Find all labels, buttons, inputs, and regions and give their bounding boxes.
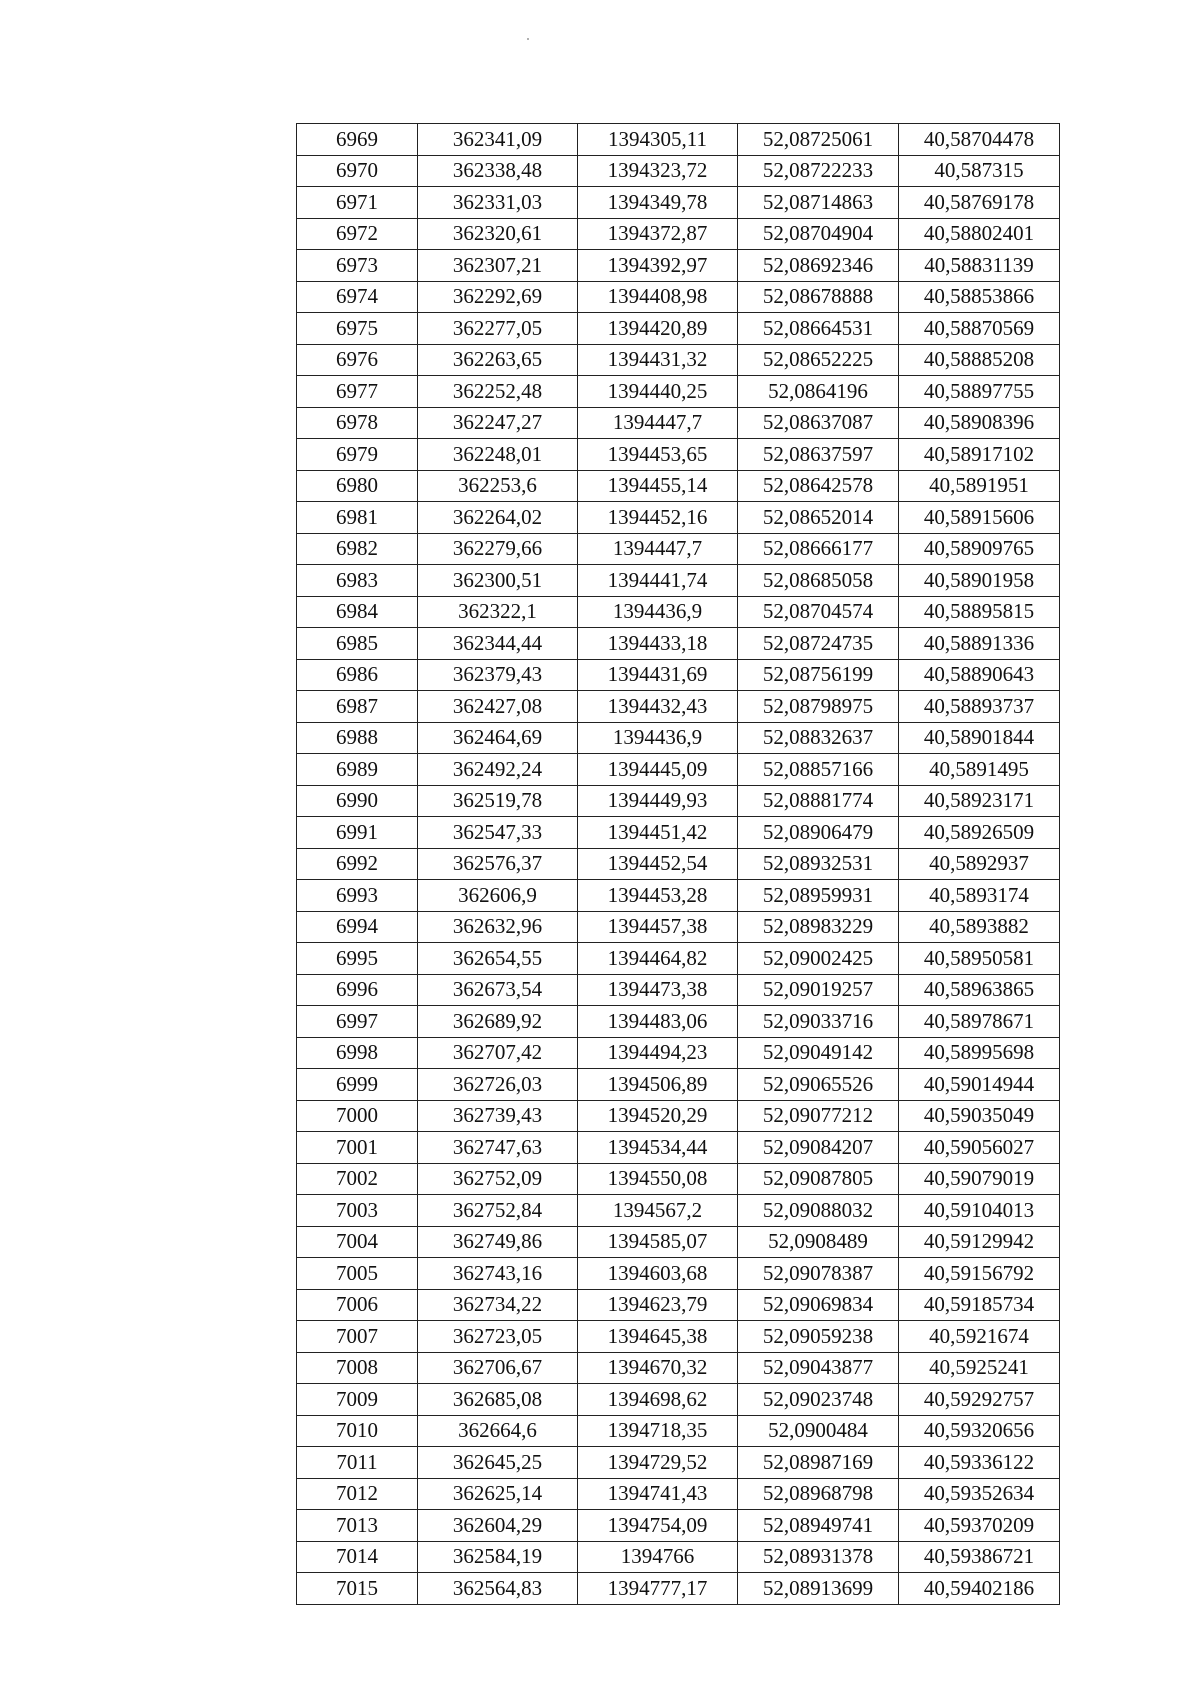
x-coordinate-cell: 362739,43 xyxy=(418,1100,578,1132)
table-row xyxy=(297,1415,1060,1447)
point-number-cell: 6981 xyxy=(297,502,418,534)
latitude-cell: 52,08704904 xyxy=(738,218,899,250)
table-row xyxy=(297,407,1060,439)
point-number-cell: 6985 xyxy=(297,628,418,660)
point-number-cell: 6988 xyxy=(297,722,418,754)
point-number-cell: 6984 xyxy=(297,596,418,628)
longitude-cell: 40,58897755 xyxy=(899,376,1060,408)
y-coordinate-cell: 1394623,79 xyxy=(578,1289,738,1321)
longitude-cell: 40,5925241 xyxy=(899,1352,1060,1384)
table-row xyxy=(297,344,1060,376)
latitude-cell: 52,08983229 xyxy=(738,911,899,943)
point-number-cell: 6971 xyxy=(297,187,418,219)
longitude-cell: 40,59292757 xyxy=(899,1384,1060,1416)
point-number-cell: 6991 xyxy=(297,817,418,849)
point-number-cell: 6994 xyxy=(297,911,418,943)
latitude-cell: 52,09087805 xyxy=(738,1163,899,1195)
y-coordinate-cell: 1394698,62 xyxy=(578,1384,738,1416)
latitude-cell: 52,08959931 xyxy=(738,880,899,912)
latitude-cell: 52,08678888 xyxy=(738,281,899,313)
longitude-cell: 40,59035049 xyxy=(899,1100,1060,1132)
y-coordinate-cell: 1394433,18 xyxy=(578,628,738,660)
table-row xyxy=(297,1226,1060,1258)
table-row xyxy=(297,376,1060,408)
longitude-cell: 40,587315 xyxy=(899,155,1060,187)
longitude-cell: 40,58704478 xyxy=(899,124,1060,156)
x-coordinate-cell: 362604,29 xyxy=(418,1510,578,1542)
point-number-cell: 6982 xyxy=(297,533,418,565)
point-number-cell: 6998 xyxy=(297,1037,418,1069)
y-coordinate-cell: 1394506,89 xyxy=(578,1069,738,1101)
y-coordinate-cell: 1394451,42 xyxy=(578,817,738,849)
x-coordinate-cell: 362547,33 xyxy=(418,817,578,849)
x-coordinate-cell: 362320,61 xyxy=(418,218,578,250)
y-coordinate-cell: 1394464,82 xyxy=(578,943,738,975)
table-row xyxy=(297,1510,1060,1542)
y-coordinate-cell: 1394585,07 xyxy=(578,1226,738,1258)
y-coordinate-cell: 1394323,72 xyxy=(578,155,738,187)
latitude-cell: 52,08798975 xyxy=(738,691,899,723)
latitude-cell: 52,09049142 xyxy=(738,1037,899,1069)
latitude-cell: 52,09084207 xyxy=(738,1132,899,1164)
longitude-cell: 40,58893737 xyxy=(899,691,1060,723)
x-coordinate-cell: 362464,69 xyxy=(418,722,578,754)
latitude-cell: 52,08725061 xyxy=(738,124,899,156)
latitude-cell: 52,09069834 xyxy=(738,1289,899,1321)
longitude-cell: 40,5892937 xyxy=(899,848,1060,880)
point-number-cell: 6979 xyxy=(297,439,418,471)
table-row xyxy=(297,1447,1060,1479)
y-coordinate-cell: 1394718,35 xyxy=(578,1415,738,1447)
longitude-cell: 40,59129942 xyxy=(899,1226,1060,1258)
x-coordinate-cell: 362564,83 xyxy=(418,1573,578,1605)
point-number-cell: 6999 xyxy=(297,1069,418,1101)
x-coordinate-cell: 362331,03 xyxy=(418,187,578,219)
x-coordinate-cell: 362685,08 xyxy=(418,1384,578,1416)
table-row xyxy=(297,1573,1060,1605)
table-row xyxy=(297,722,1060,754)
latitude-cell: 52,09078387 xyxy=(738,1258,899,1290)
y-coordinate-cell: 1394432,43 xyxy=(578,691,738,723)
table-row xyxy=(297,943,1060,975)
longitude-cell: 40,59014944 xyxy=(899,1069,1060,1101)
latitude-cell: 52,08968798 xyxy=(738,1478,899,1510)
longitude-cell: 40,58870569 xyxy=(899,313,1060,345)
point-number-cell: 7015 xyxy=(297,1573,418,1605)
point-number-cell: 7013 xyxy=(297,1510,418,1542)
x-coordinate-cell: 362338,48 xyxy=(418,155,578,187)
coordinates-table-body xyxy=(297,124,1060,1605)
table-row xyxy=(297,1100,1060,1132)
latitude-cell: 52,08913699 xyxy=(738,1573,899,1605)
longitude-cell: 40,58917102 xyxy=(899,439,1060,471)
latitude-cell: 52,08724735 xyxy=(738,628,899,660)
longitude-cell: 40,58915606 xyxy=(899,502,1060,534)
longitude-cell: 40,58923171 xyxy=(899,785,1060,817)
x-coordinate-cell: 362253,6 xyxy=(418,470,578,502)
x-coordinate-cell: 362263,65 xyxy=(418,344,578,376)
y-coordinate-cell: 1394447,7 xyxy=(578,407,738,439)
table-row xyxy=(297,1069,1060,1101)
point-number-cell: 7007 xyxy=(297,1321,418,1353)
y-coordinate-cell: 1394452,54 xyxy=(578,848,738,880)
table-row xyxy=(297,848,1060,880)
x-coordinate-cell: 362664,6 xyxy=(418,1415,578,1447)
latitude-cell: 52,09065526 xyxy=(738,1069,899,1101)
latitude-cell: 52,08652014 xyxy=(738,502,899,534)
x-coordinate-cell: 362747,63 xyxy=(418,1132,578,1164)
x-coordinate-cell: 362519,78 xyxy=(418,785,578,817)
table-row xyxy=(297,250,1060,282)
point-number-cell: 6993 xyxy=(297,880,418,912)
table-row xyxy=(297,155,1060,187)
x-coordinate-cell: 362584,19 xyxy=(418,1541,578,1573)
x-coordinate-cell: 362654,55 xyxy=(418,943,578,975)
longitude-cell: 40,59402186 xyxy=(899,1573,1060,1605)
y-coordinate-cell: 1394436,9 xyxy=(578,596,738,628)
y-coordinate-cell: 1394372,87 xyxy=(578,218,738,250)
latitude-cell: 52,08642578 xyxy=(738,470,899,502)
x-coordinate-cell: 362749,86 xyxy=(418,1226,578,1258)
latitude-cell: 52,08652225 xyxy=(738,344,899,376)
x-coordinate-cell: 362723,05 xyxy=(418,1321,578,1353)
x-coordinate-cell: 362707,42 xyxy=(418,1037,578,1069)
longitude-cell: 40,58891336 xyxy=(899,628,1060,660)
y-coordinate-cell: 1394436,9 xyxy=(578,722,738,754)
x-coordinate-cell: 362279,66 xyxy=(418,533,578,565)
point-number-cell: 6980 xyxy=(297,470,418,502)
table-row xyxy=(297,596,1060,628)
longitude-cell: 40,58853866 xyxy=(899,281,1060,313)
y-coordinate-cell: 1394603,68 xyxy=(578,1258,738,1290)
table-row xyxy=(297,659,1060,691)
latitude-cell: 52,08722233 xyxy=(738,155,899,187)
latitude-cell: 52,08714863 xyxy=(738,187,899,219)
x-coordinate-cell: 362673,54 xyxy=(418,974,578,1006)
x-coordinate-cell: 362689,92 xyxy=(418,1006,578,1038)
latitude-cell: 52,09023748 xyxy=(738,1384,899,1416)
point-number-cell: 6986 xyxy=(297,659,418,691)
latitude-cell: 52,0864196 xyxy=(738,376,899,408)
longitude-cell: 40,58950581 xyxy=(899,943,1060,975)
latitude-cell: 52,08692346 xyxy=(738,250,899,282)
point-number-cell: 6997 xyxy=(297,1006,418,1038)
y-coordinate-cell: 1394452,16 xyxy=(578,502,738,534)
y-coordinate-cell: 1394408,98 xyxy=(578,281,738,313)
y-coordinate-cell: 1394449,93 xyxy=(578,785,738,817)
longitude-cell: 40,5893882 xyxy=(899,911,1060,943)
point-number-cell: 6995 xyxy=(297,943,418,975)
table-row xyxy=(297,1321,1060,1353)
point-number-cell: 6977 xyxy=(297,376,418,408)
latitude-cell: 52,08756199 xyxy=(738,659,899,691)
table-row xyxy=(297,911,1060,943)
longitude-cell: 40,58995698 xyxy=(899,1037,1060,1069)
x-coordinate-cell: 362322,1 xyxy=(418,596,578,628)
table-row xyxy=(297,1195,1060,1227)
longitude-cell: 40,58895815 xyxy=(899,596,1060,628)
y-coordinate-cell: 1394777,17 xyxy=(578,1573,738,1605)
table-row xyxy=(297,281,1060,313)
x-coordinate-cell: 362752,84 xyxy=(418,1195,578,1227)
x-coordinate-cell: 362292,69 xyxy=(418,281,578,313)
x-coordinate-cell: 362427,08 xyxy=(418,691,578,723)
point-number-cell: 7006 xyxy=(297,1289,418,1321)
point-number-cell: 6990 xyxy=(297,785,418,817)
x-coordinate-cell: 362248,01 xyxy=(418,439,578,471)
point-number-cell: 6976 xyxy=(297,344,418,376)
scan-speck xyxy=(527,38,529,40)
longitude-cell: 40,59352634 xyxy=(899,1478,1060,1510)
y-coordinate-cell: 1394445,09 xyxy=(578,754,738,786)
point-number-cell: 6992 xyxy=(297,848,418,880)
y-coordinate-cell: 1394741,43 xyxy=(578,1478,738,1510)
table-row xyxy=(297,470,1060,502)
latitude-cell: 52,08832637 xyxy=(738,722,899,754)
y-coordinate-cell: 1394729,52 xyxy=(578,1447,738,1479)
longitude-cell: 40,58769178 xyxy=(899,187,1060,219)
table-row xyxy=(297,124,1060,156)
coordinates-table xyxy=(296,123,1060,1605)
y-coordinate-cell: 1394392,97 xyxy=(578,250,738,282)
table-row xyxy=(297,754,1060,786)
longitude-cell: 40,59156792 xyxy=(899,1258,1060,1290)
latitude-cell: 52,08637087 xyxy=(738,407,899,439)
y-coordinate-cell: 1394455,14 xyxy=(578,470,738,502)
point-number-cell: 6996 xyxy=(297,974,418,1006)
latitude-cell: 52,0908489 xyxy=(738,1226,899,1258)
longitude-cell: 40,58901844 xyxy=(899,722,1060,754)
longitude-cell: 40,58901958 xyxy=(899,565,1060,597)
x-coordinate-cell: 362277,05 xyxy=(418,313,578,345)
x-coordinate-cell: 362492,24 xyxy=(418,754,578,786)
longitude-cell: 40,58978671 xyxy=(899,1006,1060,1038)
point-number-cell: 6983 xyxy=(297,565,418,597)
point-number-cell: 7001 xyxy=(297,1132,418,1164)
y-coordinate-cell: 1394534,44 xyxy=(578,1132,738,1164)
y-coordinate-cell: 1394420,89 xyxy=(578,313,738,345)
longitude-cell: 40,5891495 xyxy=(899,754,1060,786)
latitude-cell: 52,08931378 xyxy=(738,1541,899,1573)
point-number-cell: 6973 xyxy=(297,250,418,282)
y-coordinate-cell: 1394520,29 xyxy=(578,1100,738,1132)
point-number-cell: 6975 xyxy=(297,313,418,345)
x-coordinate-cell: 362734,22 xyxy=(418,1289,578,1321)
x-coordinate-cell: 362645,25 xyxy=(418,1447,578,1479)
y-coordinate-cell: 1394483,06 xyxy=(578,1006,738,1038)
table-row xyxy=(297,1541,1060,1573)
x-coordinate-cell: 362247,27 xyxy=(418,407,578,439)
longitude-cell: 40,59185734 xyxy=(899,1289,1060,1321)
longitude-cell: 40,58802401 xyxy=(899,218,1060,250)
table-row xyxy=(297,691,1060,723)
x-coordinate-cell: 362576,37 xyxy=(418,848,578,880)
table-row xyxy=(297,880,1060,912)
y-coordinate-cell: 1394766 xyxy=(578,1541,738,1573)
longitude-cell: 40,59386721 xyxy=(899,1541,1060,1573)
y-coordinate-cell: 1394453,65 xyxy=(578,439,738,471)
y-coordinate-cell: 1394431,69 xyxy=(578,659,738,691)
point-number-cell: 6969 xyxy=(297,124,418,156)
x-coordinate-cell: 362341,09 xyxy=(418,124,578,156)
table-row xyxy=(297,439,1060,471)
latitude-cell: 52,08987169 xyxy=(738,1447,899,1479)
latitude-cell: 52,08704574 xyxy=(738,596,899,628)
x-coordinate-cell: 362606,9 xyxy=(418,880,578,912)
x-coordinate-cell: 362743,16 xyxy=(418,1258,578,1290)
y-coordinate-cell: 1394447,7 xyxy=(578,533,738,565)
longitude-cell: 40,59079019 xyxy=(899,1163,1060,1195)
table-row xyxy=(297,1037,1060,1069)
longitude-cell: 40,59370209 xyxy=(899,1510,1060,1542)
latitude-cell: 52,08857166 xyxy=(738,754,899,786)
point-number-cell: 6987 xyxy=(297,691,418,723)
point-number-cell: 6972 xyxy=(297,218,418,250)
longitude-cell: 40,58890643 xyxy=(899,659,1060,691)
table-row xyxy=(297,628,1060,660)
longitude-cell: 40,58831139 xyxy=(899,250,1060,282)
table-row xyxy=(297,1384,1060,1416)
y-coordinate-cell: 1394457,38 xyxy=(578,911,738,943)
point-number-cell: 6970 xyxy=(297,155,418,187)
point-number-cell: 7008 xyxy=(297,1352,418,1384)
y-coordinate-cell: 1394473,38 xyxy=(578,974,738,1006)
x-coordinate-cell: 362252,48 xyxy=(418,376,578,408)
table-row xyxy=(297,1258,1060,1290)
table-row xyxy=(297,1478,1060,1510)
point-number-cell: 7005 xyxy=(297,1258,418,1290)
latitude-cell: 52,08685058 xyxy=(738,565,899,597)
latitude-cell: 52,09088032 xyxy=(738,1195,899,1227)
table-row xyxy=(297,313,1060,345)
point-number-cell: 7012 xyxy=(297,1478,418,1510)
table-row xyxy=(297,1132,1060,1164)
latitude-cell: 52,08949741 xyxy=(738,1510,899,1542)
latitude-cell: 52,0900484 xyxy=(738,1415,899,1447)
latitude-cell: 52,08906479 xyxy=(738,817,899,849)
latitude-cell: 52,09043877 xyxy=(738,1352,899,1384)
x-coordinate-cell: 362706,67 xyxy=(418,1352,578,1384)
latitude-cell: 52,09059238 xyxy=(738,1321,899,1353)
longitude-cell: 40,5921674 xyxy=(899,1321,1060,1353)
point-number-cell: 7009 xyxy=(297,1384,418,1416)
x-coordinate-cell: 362726,03 xyxy=(418,1069,578,1101)
x-coordinate-cell: 362625,14 xyxy=(418,1478,578,1510)
latitude-cell: 52,08881774 xyxy=(738,785,899,817)
table-row xyxy=(297,817,1060,849)
y-coordinate-cell: 1394349,78 xyxy=(578,187,738,219)
x-coordinate-cell: 362379,43 xyxy=(418,659,578,691)
y-coordinate-cell: 1394567,2 xyxy=(578,1195,738,1227)
latitude-cell: 52,08664531 xyxy=(738,313,899,345)
point-number-cell: 6989 xyxy=(297,754,418,786)
x-coordinate-cell: 362632,96 xyxy=(418,911,578,943)
point-number-cell: 7002 xyxy=(297,1163,418,1195)
y-coordinate-cell: 1394431,32 xyxy=(578,344,738,376)
longitude-cell: 40,59320656 xyxy=(899,1415,1060,1447)
table-row xyxy=(297,1163,1060,1195)
longitude-cell: 40,5893174 xyxy=(899,880,1060,912)
point-number-cell: 7000 xyxy=(297,1100,418,1132)
y-coordinate-cell: 1394670,32 xyxy=(578,1352,738,1384)
table-row xyxy=(297,533,1060,565)
longitude-cell: 40,59056027 xyxy=(899,1132,1060,1164)
table-row xyxy=(297,974,1060,1006)
point-number-cell: 6978 xyxy=(297,407,418,439)
longitude-cell: 40,58885208 xyxy=(899,344,1060,376)
table-row xyxy=(297,1352,1060,1384)
longitude-cell: 40,59336122 xyxy=(899,1447,1060,1479)
table-row xyxy=(297,187,1060,219)
latitude-cell: 52,09033716 xyxy=(738,1006,899,1038)
point-number-cell: 7011 xyxy=(297,1447,418,1479)
y-coordinate-cell: 1394494,23 xyxy=(578,1037,738,1069)
point-number-cell: 7003 xyxy=(297,1195,418,1227)
point-number-cell: 6974 xyxy=(297,281,418,313)
point-number-cell: 7014 xyxy=(297,1541,418,1573)
y-coordinate-cell: 1394441,74 xyxy=(578,565,738,597)
table-row xyxy=(297,785,1060,817)
longitude-cell: 40,58908396 xyxy=(899,407,1060,439)
y-coordinate-cell: 1394453,28 xyxy=(578,880,738,912)
latitude-cell: 52,09002425 xyxy=(738,943,899,975)
table-row xyxy=(297,218,1060,250)
longitude-cell: 40,58926509 xyxy=(899,817,1060,849)
x-coordinate-cell: 362307,21 xyxy=(418,250,578,282)
table-row xyxy=(297,1289,1060,1321)
longitude-cell: 40,58909765 xyxy=(899,533,1060,565)
latitude-cell: 52,09077212 xyxy=(738,1100,899,1132)
x-coordinate-cell: 362264,02 xyxy=(418,502,578,534)
y-coordinate-cell: 1394550,08 xyxy=(578,1163,738,1195)
x-coordinate-cell: 362344,44 xyxy=(418,628,578,660)
longitude-cell: 40,5891951 xyxy=(899,470,1060,502)
x-coordinate-cell: 362752,09 xyxy=(418,1163,578,1195)
latitude-cell: 52,08637597 xyxy=(738,439,899,471)
table-row xyxy=(297,502,1060,534)
x-coordinate-cell: 362300,51 xyxy=(418,565,578,597)
longitude-cell: 40,59104013 xyxy=(899,1195,1060,1227)
latitude-cell: 52,09019257 xyxy=(738,974,899,1006)
latitude-cell: 52,08666177 xyxy=(738,533,899,565)
y-coordinate-cell: 1394440,25 xyxy=(578,376,738,408)
y-coordinate-cell: 1394305,11 xyxy=(578,124,738,156)
point-number-cell: 7010 xyxy=(297,1415,418,1447)
longitude-cell: 40,58963865 xyxy=(899,974,1060,1006)
table-row xyxy=(297,565,1060,597)
table-row xyxy=(297,1006,1060,1038)
y-coordinate-cell: 1394754,09 xyxy=(578,1510,738,1542)
y-coordinate-cell: 1394645,38 xyxy=(578,1321,738,1353)
point-number-cell: 7004 xyxy=(297,1226,418,1258)
latitude-cell: 52,08932531 xyxy=(738,848,899,880)
